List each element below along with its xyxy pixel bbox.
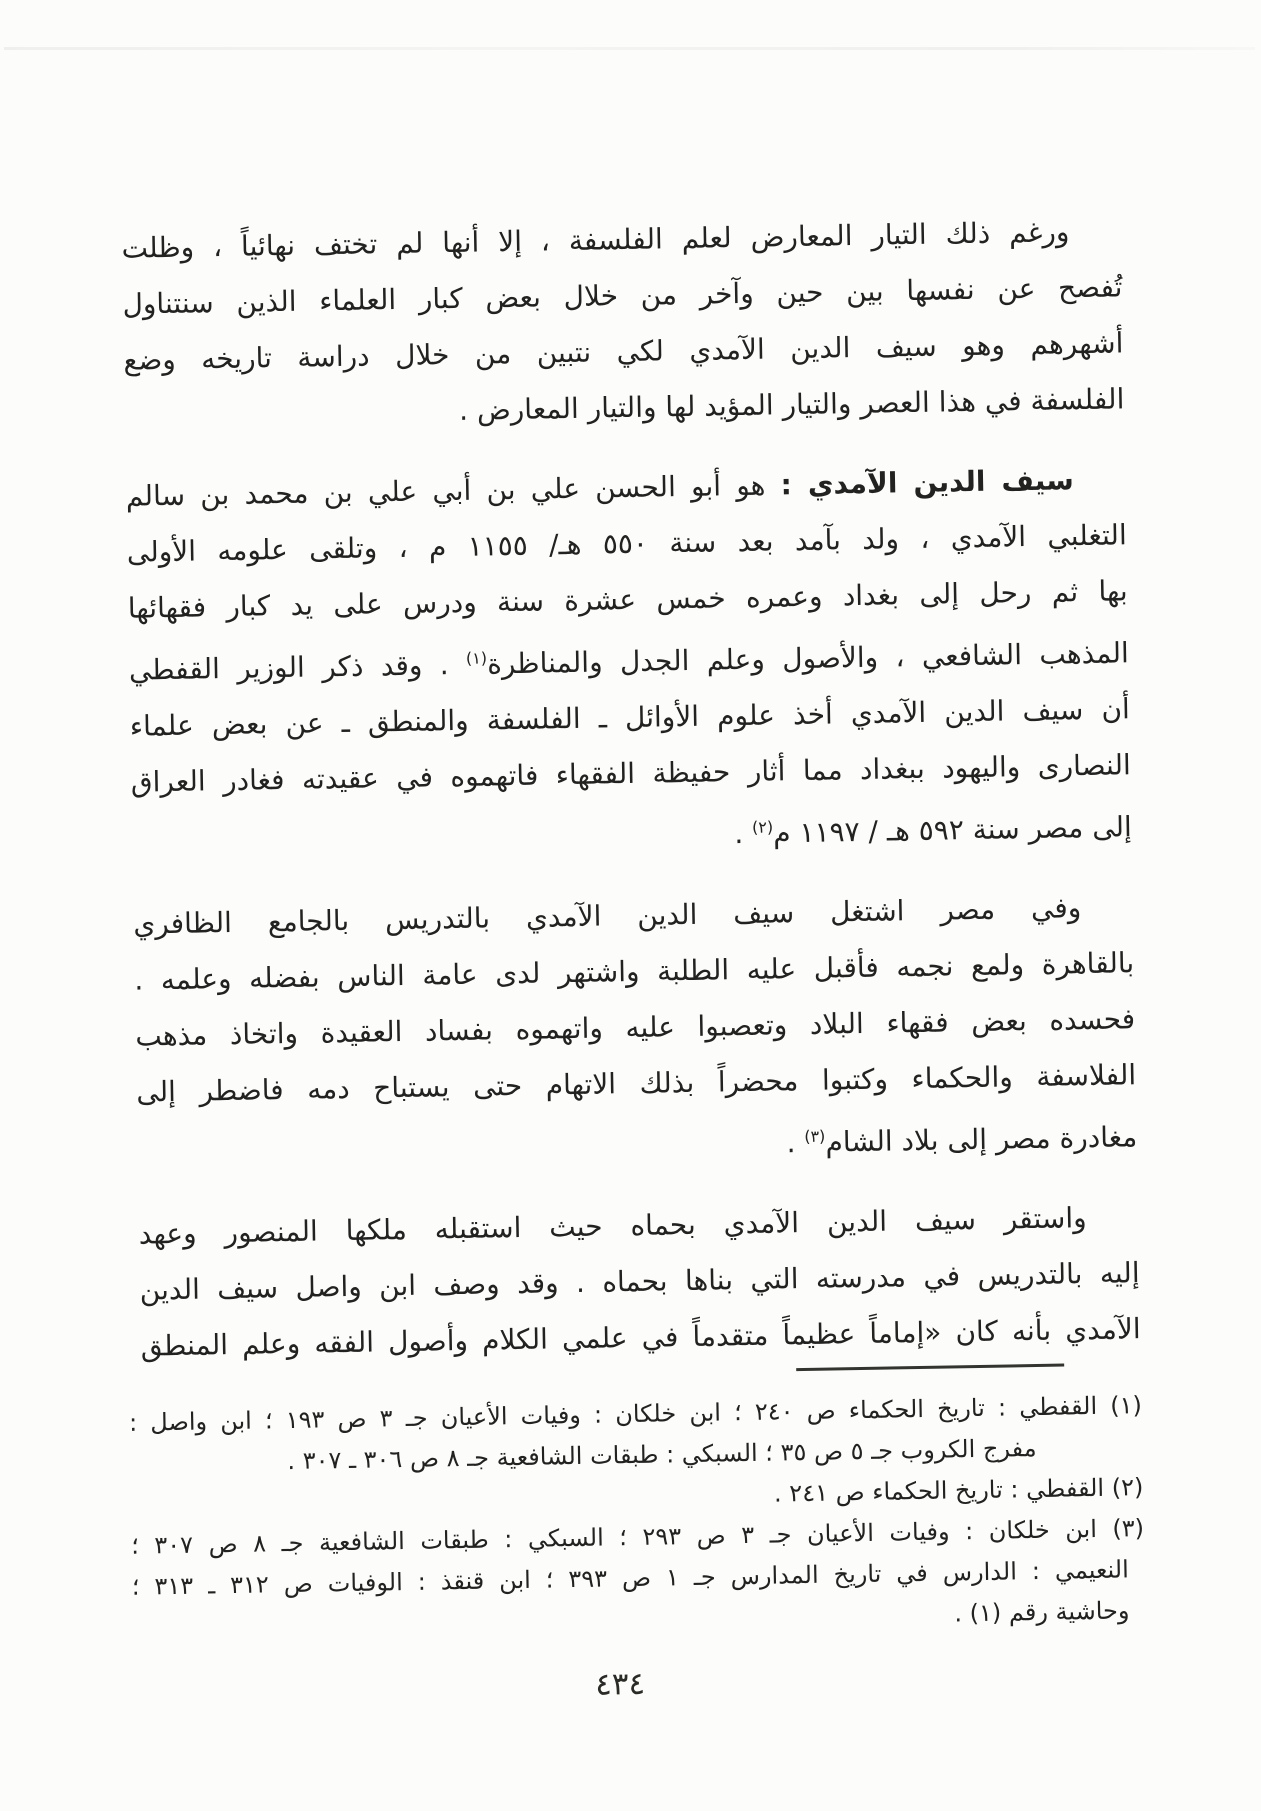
text-run: المذهب الشافعي ، والأصول وعلم الجدل والمناظرة <box>486 636 1130 681</box>
text-run: . <box>786 1126 805 1160</box>
footnote-ref: (٣) <box>804 1126 826 1147</box>
text-run: . <box>734 816 753 851</box>
text-line: أشهرهم وهو سيف الدين الآمدي لكي نتبين من خلال دراسة تاريخه وضع <box>123 326 1124 377</box>
text-line: النصارى واليهود ببغداد مما أثار حفيظة الفقهاء فاتهموه في عقيدته فغادر العراق <box>130 748 1132 799</box>
footnote-line: (٣) ابن خلكان : وفيات الأعيان جـ ٣ ص ٢٩٣ ؛ السبكي : طبقات الشافعية جـ ٨ ص ٣٠٧ ؛ <box>130 1514 1145 1560</box>
footnote-separator <box>796 1364 1064 1372</box>
text-run: هو أبو الحسن علي بن أبي علي بن محمد بن سالم <box>125 468 766 513</box>
paragraph <box>133 879 1138 1182</box>
text-line: الفلاسفة والحكماء وكتبوا محضراً بذلك الاتهام حتى يستباح دمه فاضطر إلى <box>135 1058 1137 1109</box>
text-line: تُفصح عن نفسها بين حين وآخر من خلال بعض كبار العلماء الذين سنتناول <box>122 270 1123 321</box>
text-line: أن سيف الدين الآمدي أخذ علوم الأوائل ـ الفلسفة والمنطق ـ عن بعض علماء <box>129 692 1131 743</box>
inline-section-heading: سيف الدين الآمدي : <box>780 463 1075 502</box>
body-text <box>121 203 1141 1374</box>
text-line: التغلبي الآمدي ، ولد بآمد بعد سنة ٥٥٠ هـ/ ١١٥٥ م ، وتلقى علومه الأولى <box>126 518 1127 569</box>
text-line: بالقاهرة ولمع نجمه فأقبل عليه الطلبة واشتهر لدى عامة الناس بفضله وعلمه . <box>134 946 1135 997</box>
footnote-line: مفرج الكروب جـ ٥ ص ٣٥ ؛ السبكي : طبقات الشافعية جـ ٨ ص ٣٠٦ ـ ٣٠٧ . <box>287 1433 1037 1476</box>
text-line: الآمدي بأنه كان «إماماً عظيماً متقدماً في علمي الكلام وأصول الفقه وعلم المنطق <box>140 1312 1141 1363</box>
text-line: بها ثم رحل إلى بغداد وعمره خمس عشرة سنة ودرس على يد كبار فقهائها <box>127 574 1128 625</box>
text-line: ورغم ذلك التيار المعارض لعلم الفلسفة ، إلا أنها لم تختف نهائياً ، وظلت <box>121 215 1070 265</box>
text-line: فحسده بعض فقهاء البلاد وتعصبوا عليه واتهموه بفساد العقيدة واتخاذ مذهب <box>135 1002 1136 1053</box>
page-number: ٤٣٤ <box>594 1665 646 1703</box>
footnotes <box>129 1385 1146 1649</box>
paragraph <box>138 1189 1141 1374</box>
text-run: . وقد ذكر الوزير القفطي <box>128 647 467 687</box>
footnote-line: (١) القفطي : تاريخ الحكماء ص ٢٤٠ ؛ ابن خلكان : وفيات الأعيان جـ ٣ ص ١٩٣ ؛ ابن واصل : <box>128 1391 1143 1437</box>
footnote <box>131 1508 1146 1649</box>
text-line: الفلسفة في هذا العصر والتيار المؤيد لها والتيار المعارض . <box>458 382 1125 427</box>
paragraph <box>125 451 1132 872</box>
footnote-ref: (١) <box>465 648 488 668</box>
text-line: إليه بالتدريس في مدرسته التي بناها بحماه . وقد وصف ابن واصل سيف الدين <box>139 1256 1140 1307</box>
paragraph <box>121 203 1125 444</box>
text-run: إلى مصر سنة ٥٩٢ هـ / ١١٩٧ م <box>772 810 1133 850</box>
footnote-line: (٢) القفطي : تاريخ الحكماء ص ٢٤١ . <box>773 1473 1144 1508</box>
text-run: مغادرة مصر إلى بلاد الشام <box>825 1120 1138 1159</box>
footnote-line: وحاشية رقم (١) . <box>954 1596 1130 1628</box>
text-line: وفي مصر اشتغل سيف الدين الآمدي بالتدريس بالجامع الظافري <box>133 891 1082 941</box>
footnote-line: النعيمي : الدارس في تاريخ المدارس جـ ١ ص ٣٩٣ ؛ ابن قنقذ : الوفيات ص ٣١٢ ـ ٣١٣ ؛ <box>131 1555 1130 1601</box>
text-line: واستقر سيف الدين الآمدي بحماه حيث استقبله ملكها المنصور وعهد <box>138 1201 1087 1251</box>
footnote-ref: (٢) <box>751 817 774 837</box>
